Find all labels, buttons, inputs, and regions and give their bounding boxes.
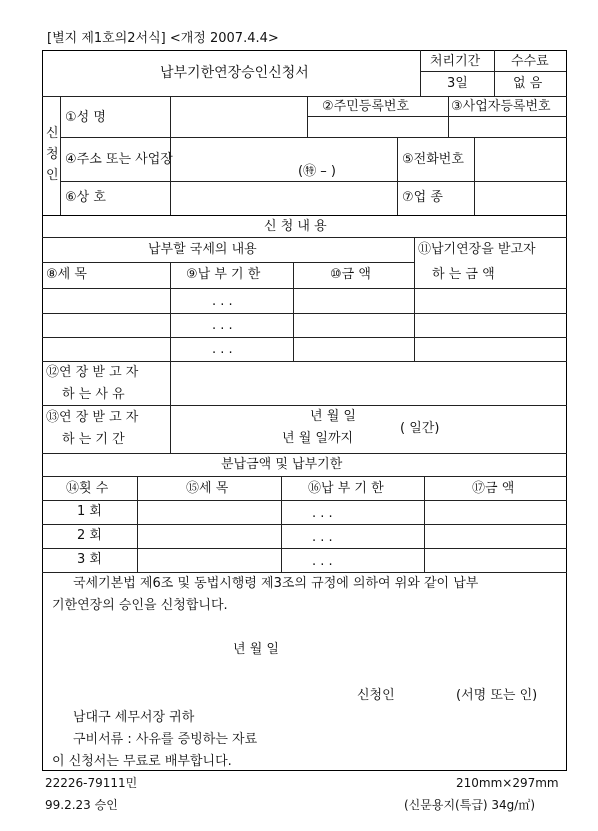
free-notice: 이 신청서는 무료로 배부합니다. bbox=[52, 754, 232, 769]
installment-date-2: . . . bbox=[312, 530, 333, 545]
reason-label-2: 하 는 사 유 bbox=[62, 387, 125, 402]
fee-value: 없 음 bbox=[513, 76, 543, 91]
attachments: 구비서류 : 사유를 증빙하는 자료 bbox=[73, 732, 258, 747]
processing-period-value: 3일 bbox=[447, 76, 468, 91]
footer-code: 22226-79111민 bbox=[45, 776, 138, 790]
footer-size: 210mm×297mm bbox=[456, 776, 559, 790]
period-to: 년 월 일까지 bbox=[282, 431, 354, 446]
form-label: [별지 제1호의2서식] <개정 2007.4.4> bbox=[47, 31, 279, 46]
col-amount: ⑩금 액 bbox=[330, 267, 371, 282]
period-from: 년 월 일 bbox=[310, 409, 356, 424]
phone-field[interactable] bbox=[475, 138, 565, 180]
installment-section-title: 분납금액 및 납부기한 bbox=[221, 457, 343, 472]
extension-amount-label-1: ⑪납기연장을 받고자 bbox=[418, 242, 536, 257]
biz-no-label: ③사업자등록번호 bbox=[451, 99, 551, 114]
installment-row-3: 3 회 bbox=[77, 552, 102, 567]
applicant-side-label-2: 청 bbox=[46, 147, 59, 162]
biz-no-field[interactable] bbox=[449, 117, 565, 136]
statement-line-2: 기한연장의 승인을 신청합니다. bbox=[52, 598, 228, 613]
trade-name-field[interactable] bbox=[171, 182, 396, 214]
installment-row-1: 1 회 bbox=[77, 504, 102, 519]
due-date-row-2: . . . bbox=[212, 318, 233, 333]
phone-label: ⑤전화번호 bbox=[402, 152, 464, 167]
name-label: ①성 명 bbox=[65, 110, 106, 125]
rrn-label: ②주민등록번호 bbox=[322, 99, 410, 114]
installment-date-1: . . . bbox=[312, 506, 333, 521]
applicant-side-label-1: 신 bbox=[46, 126, 59, 141]
address-field[interactable] bbox=[171, 138, 396, 180]
processing-period-label: 처리기간 bbox=[430, 54, 481, 69]
col-tax-item: ⑧세 목 bbox=[46, 267, 87, 282]
col-due-date: ⑨납 부 기 한 bbox=[186, 267, 261, 282]
extension-amount-label-2: 하 는 금 액 bbox=[432, 267, 495, 282]
name-field[interactable] bbox=[171, 97, 306, 136]
applicant-side-label-3: 인 bbox=[46, 168, 59, 183]
due-date-row-3: . . . bbox=[212, 342, 233, 357]
business-type-field[interactable] bbox=[475, 182, 565, 214]
reason-label-1: ⑫연 장 받 고 자 bbox=[46, 365, 139, 380]
sign-label: (서명 또는 인) bbox=[456, 688, 538, 703]
rrn-field[interactable] bbox=[308, 117, 447, 136]
installment-row-2: 2 회 bbox=[77, 528, 102, 543]
statement-date: 년 월 일 bbox=[233, 642, 279, 657]
reason-field[interactable] bbox=[171, 362, 565, 404]
footer-paper: (신문용지(특급) 34g/㎡) bbox=[404, 798, 536, 812]
due-date-row-1: . . . bbox=[212, 294, 233, 309]
installment-date-3: . . . bbox=[312, 554, 333, 569]
applicant-label: 신청인 bbox=[357, 688, 395, 703]
period-label-2: 하 는 기 간 bbox=[62, 432, 125, 447]
installment-col-tax-item: ⑮세 목 bbox=[186, 481, 229, 496]
addressee: 남대구 세무서장 귀하 bbox=[73, 710, 195, 725]
installment-col-due-date: ⑯납 부 기 한 bbox=[308, 481, 384, 496]
trade-name-label: ⑥상 호 bbox=[65, 190, 106, 205]
period-label-1: ⑬연 장 받 고 자 bbox=[46, 410, 139, 425]
installment-col-amount: ⑰금 액 bbox=[472, 481, 515, 496]
form-title: 납부기한연장승인신청서 bbox=[160, 65, 309, 81]
tax-content-label: 납부할 국세의 내용 bbox=[148, 242, 257, 257]
footer-approval: 99.2.23 승인 bbox=[45, 798, 118, 812]
address-postal: (㊕ – ) bbox=[298, 164, 336, 179]
period-days: ( 일간) bbox=[400, 421, 440, 436]
application-section-title: 신 청 내 용 bbox=[264, 219, 327, 234]
statement-line-1: 국세기본법 제6조 및 동법시행령 제3조의 규정에 의하여 위와 같이 납부 bbox=[73, 576, 479, 591]
installment-col-no: ⑭횟 수 bbox=[66, 481, 109, 496]
address-label: ④주소 또는 사업장 bbox=[65, 152, 173, 167]
fee-label: 수수료 bbox=[511, 54, 549, 69]
business-type-label: ⑦업 종 bbox=[402, 190, 443, 205]
